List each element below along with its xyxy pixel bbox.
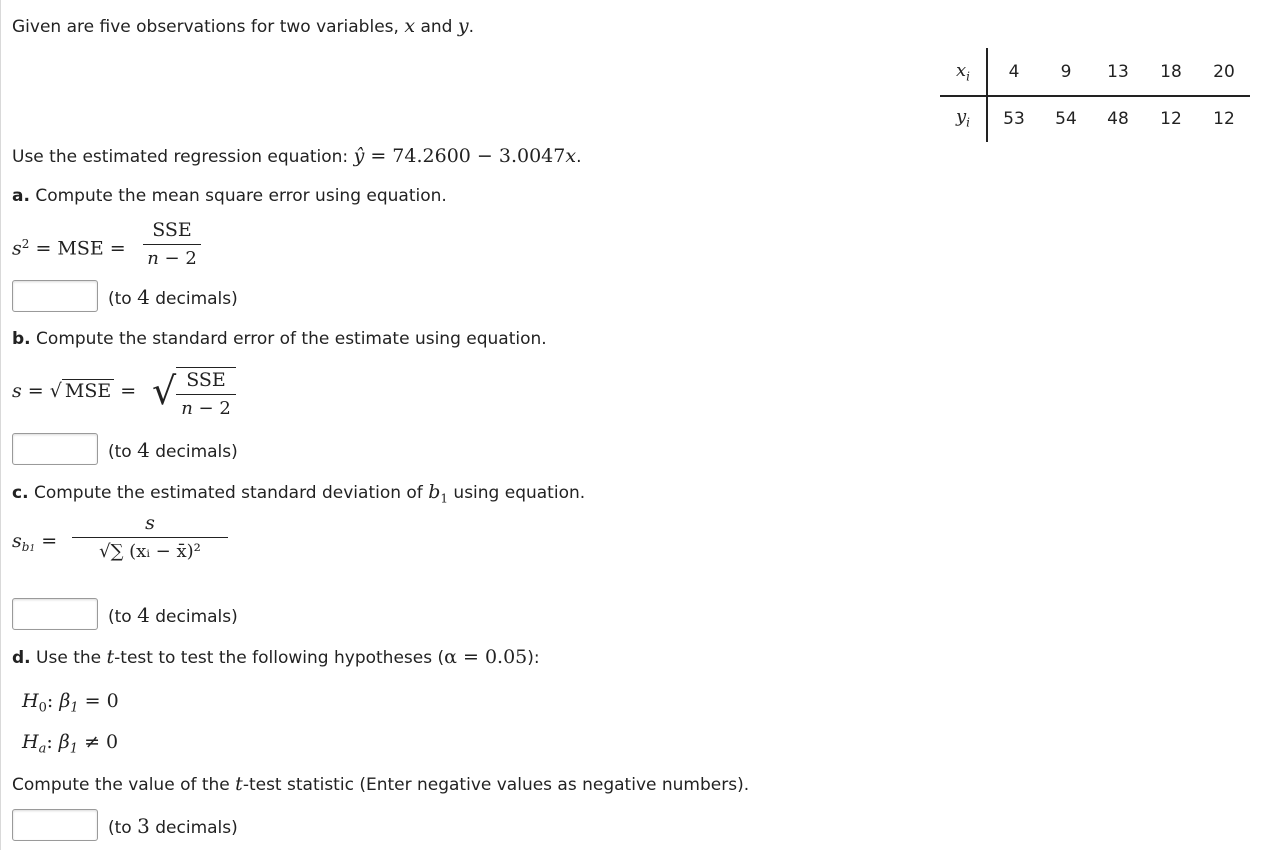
- part-c-text-pre: Compute the estimated standard deviation of: [28, 483, 429, 503]
- std-error-fraction: [176, 367, 236, 419]
- yhat-symbol: ŷ: [353, 145, 365, 167]
- intro-end: .: [468, 17, 474, 37]
- sb1-numerator: s: [145, 512, 155, 534]
- row-header-y: $y_i$: [955, 106, 970, 130]
- equation-end: .: [576, 147, 582, 167]
- equation-var: x: [565, 145, 577, 167]
- sb1-denominator: √∑ (xᵢ − x̄)²: [99, 541, 201, 562]
- sb1-fraction-bar: [72, 537, 228, 538]
- y-value-1: 53: [1003, 109, 1025, 129]
- sb1-answer-input[interactable]: [12, 598, 98, 630]
- t-statistic-answer-input[interactable]: [12, 809, 98, 841]
- part-a-label: a.: [12, 186, 30, 206]
- y-value-4: 12: [1160, 109, 1182, 129]
- part-c-text-post: using equation.: [448, 483, 586, 503]
- var-x: x: [404, 15, 416, 37]
- regression-equation-line: [12, 145, 581, 168]
- mse-denominator: n − 2: [147, 248, 197, 269]
- equation-rhs: = 74.2600 − 3.0047: [364, 145, 566, 167]
- equation-prefix: Use the estimated regression equation:: [12, 147, 354, 167]
- x-value-2: 9: [1060, 62, 1072, 82]
- intro-and: and: [415, 17, 458, 37]
- var-y: y: [457, 15, 469, 37]
- part-b-question: [12, 328, 547, 350]
- part-a-question: [12, 185, 447, 207]
- std-error-answer-input[interactable]: [12, 433, 98, 465]
- mse-fraction: [143, 219, 201, 269]
- part-d-question: d. Use the t-test to test the following hypotheses (α = 0.05):: [12, 646, 540, 668]
- sb1-decimals-note: (to 4 decimals): [108, 603, 238, 627]
- std-error-numerator: SSE: [186, 369, 226, 391]
- part-a-text: Compute the mean square error using equation.: [29, 186, 447, 206]
- y-value-5: 12: [1213, 109, 1235, 129]
- y-value-3: 48: [1107, 109, 1129, 129]
- alternative-hypothesis: $H_a$: $\beta_1 \ne 0$: [22, 731, 119, 757]
- mse-decimals-note: (to 4 decimals): [108, 285, 238, 309]
- null-hypothesis: $H_0$: $\beta_1 = 0$: [22, 690, 119, 716]
- part-c-label: c.: [12, 483, 29, 503]
- std-error-fraction-bar: [176, 394, 236, 395]
- sb1-formula-lhs: $s_{b1}$ =: [12, 530, 58, 555]
- part-c-question: c. Compute the estimated standard deviation of $b_1$ using equation.: [12, 481, 586, 506]
- x-value-4: 18: [1160, 62, 1182, 82]
- mse-formula-lhs: $s^2$ = MSE =: [12, 237, 126, 260]
- x-value-1: 4: [1008, 62, 1020, 82]
- row-header-x: $x_i$: [956, 60, 970, 84]
- mse-answer-input[interactable]: [12, 280, 98, 312]
- std-error-formula-lhs: s = √ MSE =: [12, 380, 137, 402]
- x-value-3: 13: [1107, 62, 1129, 82]
- std-error-denominator: n − 2: [181, 398, 231, 419]
- intro-text: [12, 15, 474, 38]
- mse-numerator: SSE: [152, 219, 192, 241]
- observations-table: [940, 48, 1250, 142]
- t-statistic-decimals-note: (to 3 decimals): [108, 814, 238, 838]
- left-border: [0, 0, 1, 850]
- sb1-fraction: [72, 512, 228, 562]
- intro-label: Given are five observations for two variables,: [12, 17, 405, 37]
- y-value-2: 54: [1055, 109, 1077, 129]
- t-statistic-instruction: Compute the value of the t-test statistic (Enter negative values as negative numbers).: [12, 773, 750, 795]
- part-d-label: d.: [12, 648, 31, 668]
- x-value-5: 20: [1213, 62, 1235, 82]
- table-horizontal-rule: [940, 95, 1250, 97]
- sqrt-icon: √: [152, 369, 177, 413]
- part-b-label: b.: [12, 329, 31, 349]
- mse-fraction-bar: [143, 244, 201, 245]
- std-error-decimals-note: (to 4 decimals): [108, 438, 238, 462]
- part-b-text: Compute the standard error of the estimate using equation.: [30, 329, 547, 349]
